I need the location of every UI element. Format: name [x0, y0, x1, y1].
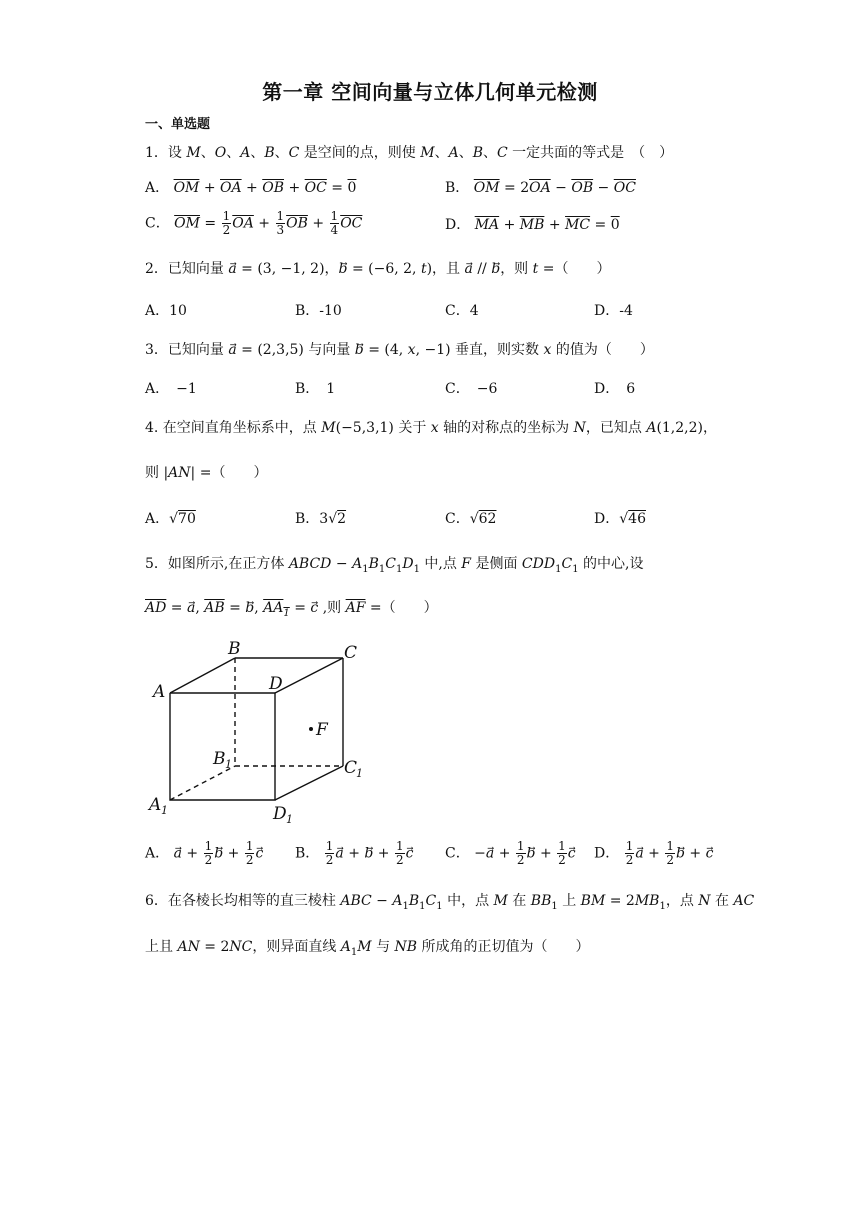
label-d: D [269, 674, 283, 694]
q1-option-c: C． $\overline{OM}$ = $\frac{1}{2}$ $\overline{OA}$ + $\frac{1}{3}$ $\overline{OB}$ + $\frac{1}{4}$ $\overline{OC}$ [145, 209, 363, 237]
q2-option-b: B．-10 [295, 303, 342, 319]
q3-option-c: C． −6 [445, 381, 498, 397]
svg-text:1: 1 [161, 804, 168, 817]
q5-option-b: B． $\frac{1}{2}$ a⃗ + b⃗ + $\frac{1}{2}$ c [295, 839, 414, 867]
cube-edge-front [170, 693, 275, 800]
section-heading: 一、单选题 [145, 117, 211, 132]
q2-stem: 2．已知向量 a⃗ = (3, −1, 2)，b⃗ = (−6, 2, t)，且 a⃗ // b⃗，则 t =（ ） [145, 261, 611, 277]
label-c: C [344, 643, 358, 663]
q5-option-a: A． a⃗ + $\frac{1}{2}$ b⃗ + $\frac{1}{2}$ c [145, 839, 264, 867]
cube-edge-d1c1 [275, 766, 343, 800]
q3-option-b: B． 1 [295, 381, 336, 397]
cube-figure [145, 638, 375, 828]
q5-option-d: D． $\frac{1}{2}$ a⃗ + $\frac{1}{2}$ b⃗ + c [594, 839, 714, 867]
q3-stem: 3．已知向量 a⃗ = (2,3,5) 与向量 b⃗ = (4, x, −1) 垂直，则实数 x 的值为（ ） [145, 342, 654, 358]
q5-option-c: C． −a⃗ + $\frac{1}{2}$ b⃗ + $\frac{1}{2}$ c [445, 839, 576, 867]
point-f [309, 727, 313, 731]
q6-stem-line1: 6．在各棱长均相等的直三棱柱 ABC − $A_1B_1C_1$ 中，点 M 在 $BB_1$ 上 BM = $2MB_1$，点 N 在 AC [145, 893, 755, 912]
q3-option-d: D． 6 [594, 381, 636, 397]
cube-edge-ab [170, 658, 235, 693]
q2-option-d: D．-4 [594, 303, 633, 319]
label-d1: D [273, 804, 287, 824]
q5-stem-line1: 5．如图所示,在正方体 ABCD − $A_1B_1C_1D_1$ 中,点 F 是侧面 $CDD_1C_1$ 的中心,设 [145, 556, 644, 575]
label-b1: B [213, 749, 226, 769]
q2-option-a: A．10 [145, 303, 187, 319]
cube-edge-dc [275, 658, 343, 693]
label-b: B [228, 639, 241, 659]
q4-option-b: B．3√2 [295, 511, 347, 527]
q4-option-d: D．√46 [594, 511, 646, 527]
svg-text:1: 1 [225, 758, 232, 771]
q4-stem-line2: 则 |AN| =（ ） [145, 465, 268, 481]
q4-option-a: A．√70 [145, 511, 196, 527]
q1-stem: 1．设 M、O、A、B、C 是空间的点，则使 M、A、B、C 一定共面的等式是 （ ） [145, 145, 674, 161]
q1-option-a: A． $\overline{OM} + \overline{OA} + \overline{OB} + \overline{OC} = 0$ [145, 180, 357, 196]
q3-option-a: A． −1 [145, 381, 197, 397]
label-c1: C [344, 758, 358, 778]
q6-stem-line2: 上且 AN = 2NC，则异面直线 $A_1M$ 与 NB 所成角的正切值为（ ） [145, 939, 590, 958]
label-a: A [153, 682, 166, 702]
q5-stem-line2: $\overline{AD}$ = a⃗, $\overline{AB}$ = b⃗, $AA_1$ = c⃗ ,则 $\overline{AF}$ =（ ） [145, 600, 438, 619]
q4-option-c: C．√62 [445, 511, 497, 527]
label-a1: A [149, 795, 162, 815]
svg-text:1: 1 [286, 813, 293, 826]
q1-option-d: D． $\overline{MA} + \overline{MB} + \overline{MC} = 0$ [445, 217, 620, 233]
label-f: F [316, 720, 328, 740]
q4-stem-line1: 4. 在空间直角坐标系中，点 M(−5,3,1) 关于 x 轴的对称点的坐标为 N，已知点 A(1,2,2)， [145, 420, 717, 436]
q1-option-b: B． $\overline{OM} = 2\overline{OA} - \overline{OB} - \overline{OC}$ [445, 180, 636, 196]
page-title: 第一章 空间向量与立体几何单元检测 [262, 80, 598, 104]
q2-option-c: C．4 [445, 303, 479, 319]
svg-text:1: 1 [356, 767, 363, 780]
cube-edge-a1b1 [170, 766, 235, 800]
